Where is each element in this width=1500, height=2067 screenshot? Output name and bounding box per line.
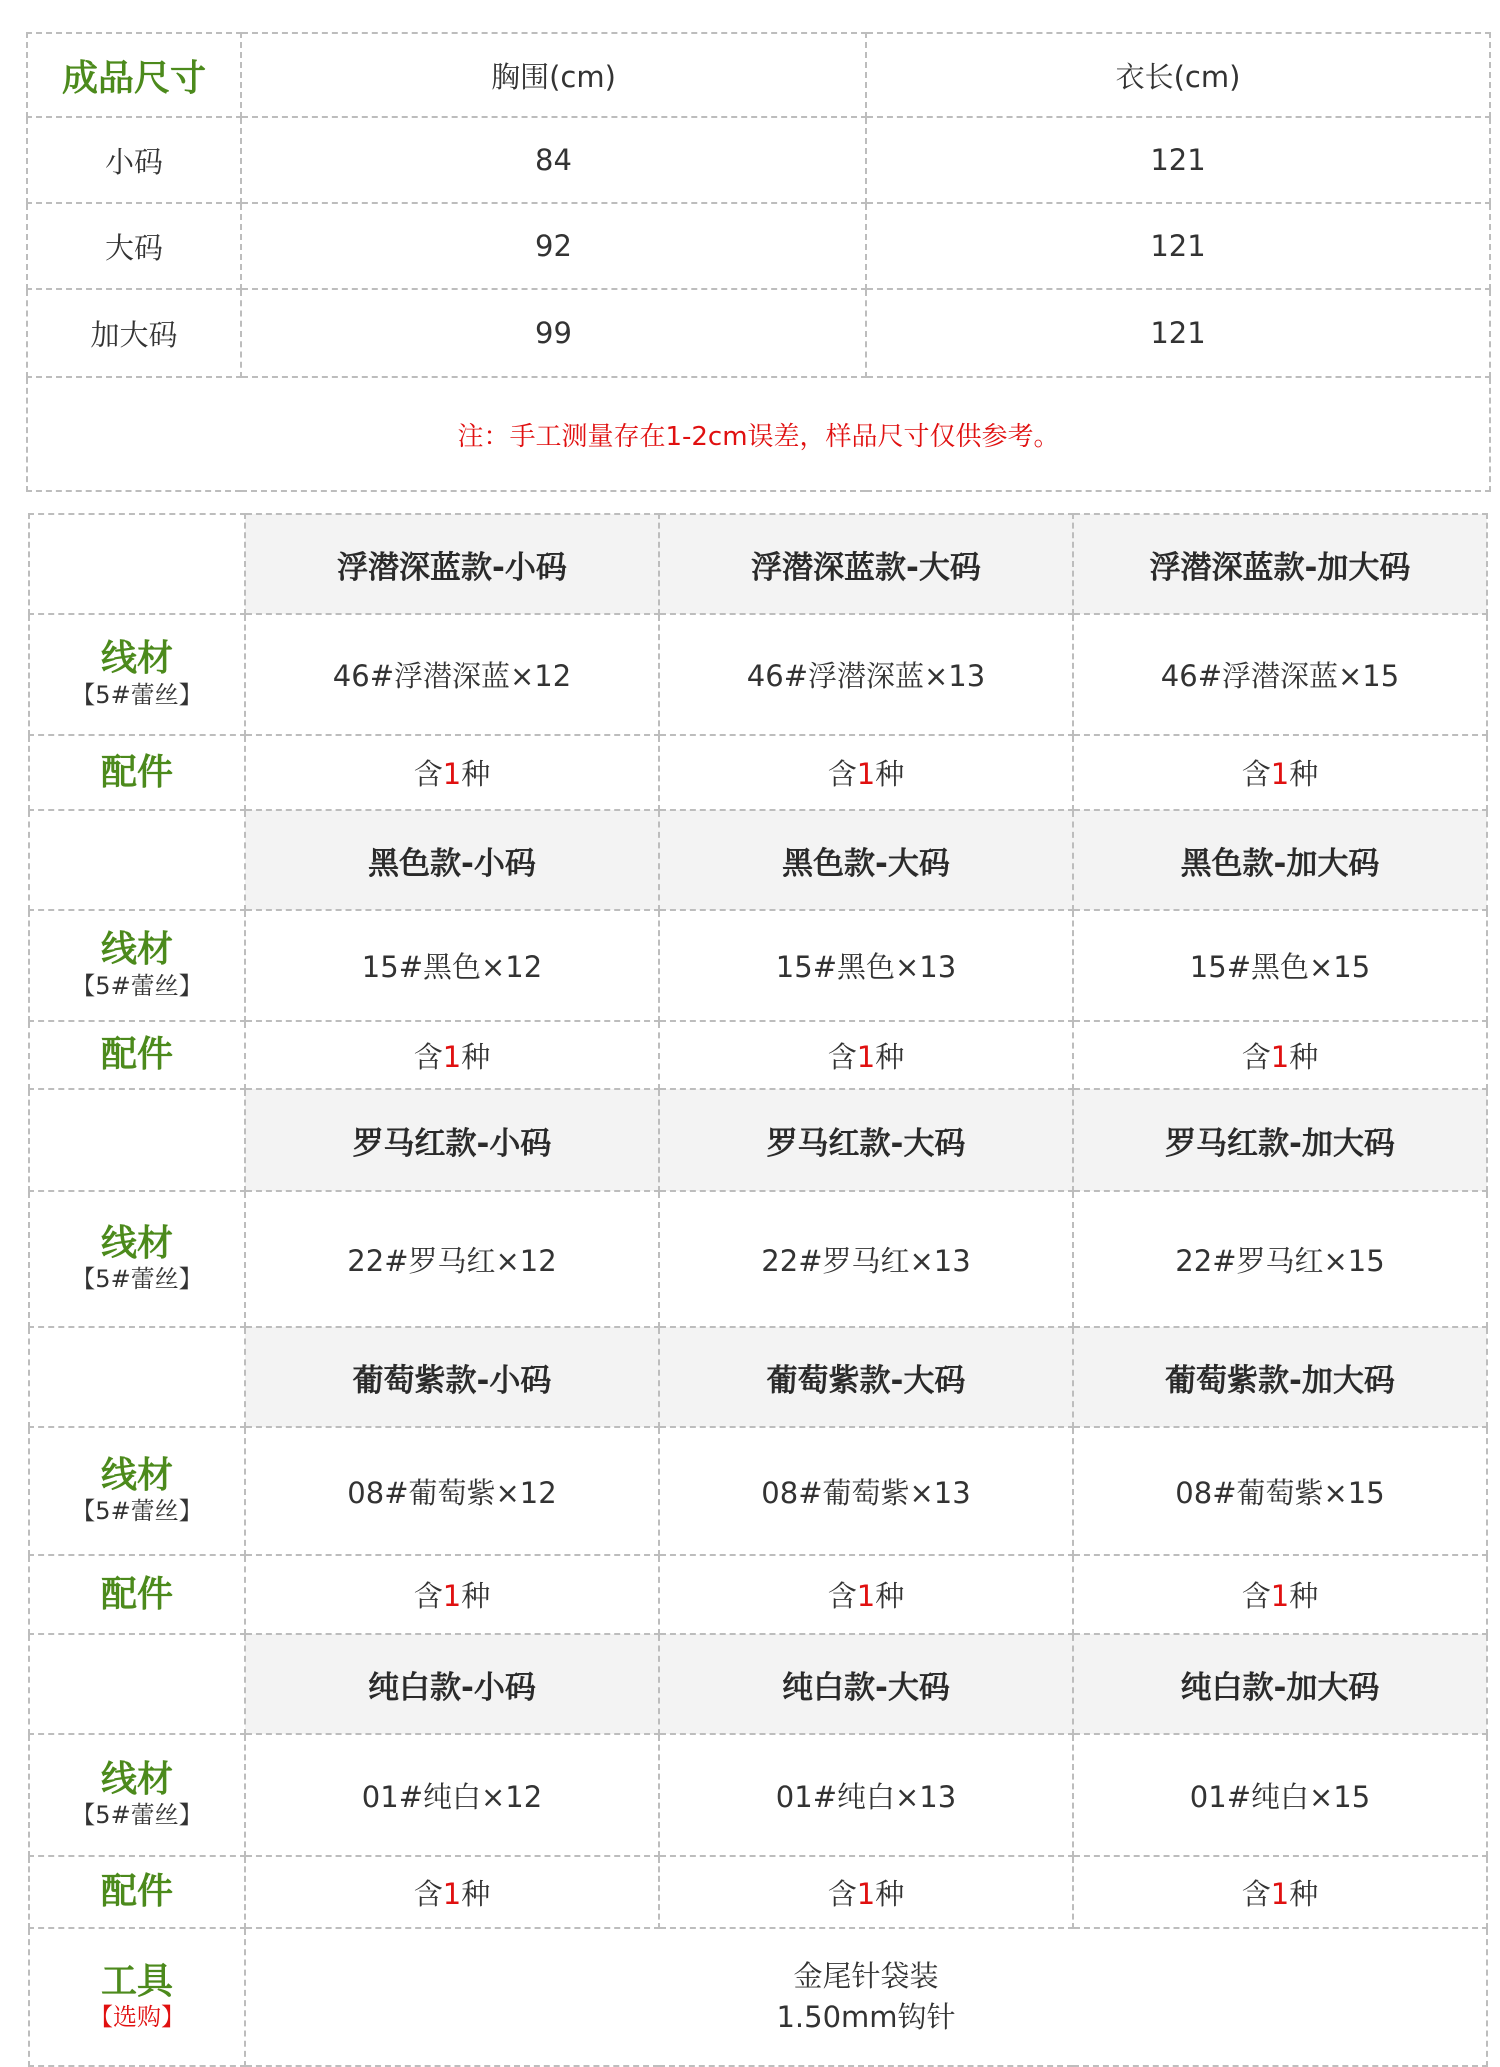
accessory-suffix: 种 [1289, 1039, 1319, 1074]
accessory-label-cell [29, 1856, 245, 1928]
accessory-row [29, 1021, 1487, 1089]
yarn-value: 22#罗马红×13 [659, 1191, 1073, 1327]
yarn-label-cell [29, 614, 245, 735]
yarn-value: 46#浮潜深蓝×15 [1073, 614, 1487, 735]
accessory-suffix: 种 [461, 1876, 491, 1911]
accessory-count: 1 [442, 1876, 462, 1911]
accessory-label: 配件 [100, 1871, 173, 1913]
accessory-value [245, 1856, 659, 1928]
size-name: 大码 [27, 203, 241, 289]
accessory-value [1073, 735, 1487, 810]
yarn-value: 01#纯白×13 [659, 1734, 1073, 1856]
variant-header: 葡萄紫款-加大码 [1073, 1327, 1487, 1427]
materials-table [28, 513, 1488, 2067]
accessory-suffix: 种 [461, 757, 491, 791]
yarn-label: 线材 [100, 1758, 173, 1800]
yarn-label-cell [29, 910, 245, 1021]
yarn-sublabel: 【5#蕾丝】 [71, 680, 203, 709]
accessory-value [1073, 1856, 1487, 1928]
tool-line: 金尾针袋装 [793, 1959, 939, 1994]
variant-header: 纯白款-加大码 [1073, 1634, 1487, 1734]
accessory-value [245, 735, 659, 810]
yarn-row [29, 1191, 1487, 1327]
yarn-value: 08#葡萄紫×15 [1073, 1427, 1487, 1555]
size-name: 小码 [27, 117, 241, 203]
accessory-suffix: 种 [875, 757, 905, 791]
accessory-prefix: 含 [413, 1039, 443, 1074]
yarn-sublabel: 【5#蕾丝】 [71, 1497, 203, 1526]
accessory-label-cell [29, 1555, 245, 1634]
accessory-count: 1 [856, 1579, 876, 1613]
accessory-suffix: 种 [875, 1039, 905, 1074]
accessory-suffix: 种 [461, 1039, 491, 1074]
size-row [27, 203, 1490, 289]
variant-header: 浮潜深蓝款-加大码 [1073, 514, 1487, 614]
chest-value: 92 [241, 203, 866, 289]
accessory-count: 1 [1270, 1876, 1290, 1911]
variant-header: 浮潜深蓝款-小码 [245, 514, 659, 614]
yarn-sublabel: 【5#蕾丝】 [71, 1801, 203, 1830]
length-value: 121 [866, 117, 1490, 203]
variant-header-row [29, 1089, 1487, 1191]
size-header-row [27, 33, 1490, 117]
accessory-count: 1 [856, 757, 876, 791]
blank-label-cell [29, 1327, 245, 1427]
accessory-prefix: 含 [1241, 1579, 1271, 1613]
accessory-prefix: 含 [827, 1579, 857, 1613]
accessory-prefix: 含 [1241, 757, 1271, 791]
yarn-value: 22#罗马红×15 [1073, 1191, 1487, 1327]
yarn-value: 08#葡萄紫×12 [245, 1427, 659, 1555]
variant-header-row [29, 514, 1487, 614]
variant-header: 罗马红款-小码 [245, 1089, 659, 1191]
accessory-count: 1 [442, 757, 462, 791]
length-value: 121 [866, 203, 1490, 289]
tool-label: 工具 [100, 1960, 173, 2002]
yarn-row [29, 1734, 1487, 1856]
blank-label-cell [29, 514, 245, 614]
blank-label-cell [29, 1089, 245, 1191]
accessory-prefix: 含 [413, 1876, 443, 1911]
accessory-count: 1 [856, 1039, 876, 1074]
accessory-prefix: 含 [1241, 1876, 1271, 1911]
tool-row [29, 1928, 1487, 2066]
accessory-label-cell [29, 1021, 245, 1089]
length-column-header: 衣长(cm) [866, 33, 1490, 117]
yarn-value: 46#浮潜深蓝×13 [659, 614, 1073, 735]
accessory-label: 配件 [100, 1573, 173, 1615]
variant-header: 罗马红款-大码 [659, 1089, 1073, 1191]
accessory-value [659, 1555, 1073, 1634]
size-table [26, 32, 1491, 492]
variant-header: 葡萄紫款-小码 [245, 1327, 659, 1427]
yarn-label-cell [29, 1191, 245, 1327]
accessory-value [659, 1856, 1073, 1928]
measurement-note: 注：手工测量存在1-2cm误差，样品尺寸仅供参考。 [27, 377, 1490, 491]
size-name: 加大码 [27, 289, 241, 377]
variant-header-row [29, 810, 1487, 910]
yarn-label: 线材 [100, 929, 173, 971]
yarn-value: 15#黑色×13 [659, 910, 1073, 1021]
tool-label-cell [29, 1928, 245, 2066]
accessory-count: 1 [442, 1579, 462, 1613]
accessory-suffix: 种 [1289, 1579, 1319, 1613]
accessory-prefix: 含 [827, 1876, 857, 1911]
accessory-value [245, 1021, 659, 1089]
accessory-prefix: 含 [827, 1039, 857, 1074]
accessory-prefix: 含 [413, 757, 443, 791]
accessory-value [1073, 1021, 1487, 1089]
yarn-label-cell [29, 1427, 245, 1555]
accessory-label: 配件 [100, 1034, 173, 1076]
chest-value: 84 [241, 117, 866, 203]
accessory-value [245, 1555, 659, 1634]
variant-header: 浮潜深蓝款-大码 [659, 514, 1073, 614]
variant-header: 纯白款-大码 [659, 1634, 1073, 1734]
variant-header: 罗马红款-加大码 [1073, 1089, 1487, 1191]
variant-header-row [29, 1634, 1487, 1734]
yarn-row [29, 614, 1487, 735]
accessory-value [1073, 1555, 1487, 1634]
accessory-suffix: 种 [1289, 1876, 1319, 1911]
blank-label-cell [29, 1634, 245, 1734]
tool-value-cell [245, 1928, 1487, 2066]
yarn-label: 线材 [100, 638, 173, 680]
variant-header: 葡萄紫款-大码 [659, 1327, 1073, 1427]
yarn-value: 22#罗马红×12 [245, 1191, 659, 1327]
chest-column-header: 胸围(cm) [241, 33, 866, 117]
accessory-prefix: 含 [827, 757, 857, 791]
accessory-suffix: 种 [875, 1579, 905, 1613]
accessory-label: 配件 [100, 751, 173, 793]
accessory-suffix: 种 [875, 1876, 905, 1911]
yarn-row [29, 1427, 1487, 1555]
size-table-title: 成品尺寸 [27, 33, 241, 117]
variant-header: 纯白款-小码 [245, 1634, 659, 1734]
size-note-row [27, 377, 1490, 491]
accessory-row [29, 735, 1487, 810]
yarn-row [29, 910, 1487, 1021]
accessory-count: 1 [1270, 1039, 1290, 1074]
accessory-value [659, 735, 1073, 810]
yarn-value: 01#纯白×15 [1073, 1734, 1487, 1856]
accessory-suffix: 种 [1289, 757, 1319, 791]
accessory-count: 1 [1270, 1579, 1290, 1613]
accessory-count: 1 [442, 1039, 462, 1074]
size-row [27, 289, 1490, 377]
yarn-sublabel: 【5#蕾丝】 [71, 971, 203, 1000]
yarn-label: 线材 [100, 1454, 173, 1496]
variant-header: 黑色款-加大码 [1073, 810, 1487, 910]
yarn-value: 01#纯白×12 [245, 1734, 659, 1856]
accessory-label-cell [29, 735, 245, 810]
tool-sublabel: 【选购】 [89, 2003, 185, 2032]
length-value: 121 [866, 289, 1490, 377]
accessory-value [659, 1021, 1073, 1089]
yarn-value: 46#浮潜深蓝×12 [245, 614, 659, 735]
yarn-value: 15#黑色×15 [1073, 910, 1487, 1021]
yarn-label: 线材 [100, 1222, 173, 1264]
yarn-label-cell [29, 1734, 245, 1856]
accessory-suffix: 种 [461, 1579, 491, 1613]
yarn-value: 08#葡萄紫×13 [659, 1427, 1073, 1555]
chest-value: 99 [241, 289, 866, 377]
variant-header: 黑色款-小码 [245, 810, 659, 910]
variant-header: 黑色款-大码 [659, 810, 1073, 910]
accessory-row [29, 1856, 1487, 1928]
variant-header-row [29, 1327, 1487, 1427]
accessory-row [29, 1555, 1487, 1634]
size-row [27, 117, 1490, 203]
yarn-sublabel: 【5#蕾丝】 [71, 1265, 203, 1294]
blank-label-cell [29, 810, 245, 910]
accessory-count: 1 [856, 1876, 876, 1911]
accessory-prefix: 含 [1241, 1039, 1271, 1074]
tool-line: 1.50mm钩针 [776, 2000, 956, 2034]
accessory-count: 1 [1270, 757, 1290, 791]
accessory-prefix: 含 [413, 1579, 443, 1613]
yarn-value: 15#黑色×12 [245, 910, 659, 1021]
